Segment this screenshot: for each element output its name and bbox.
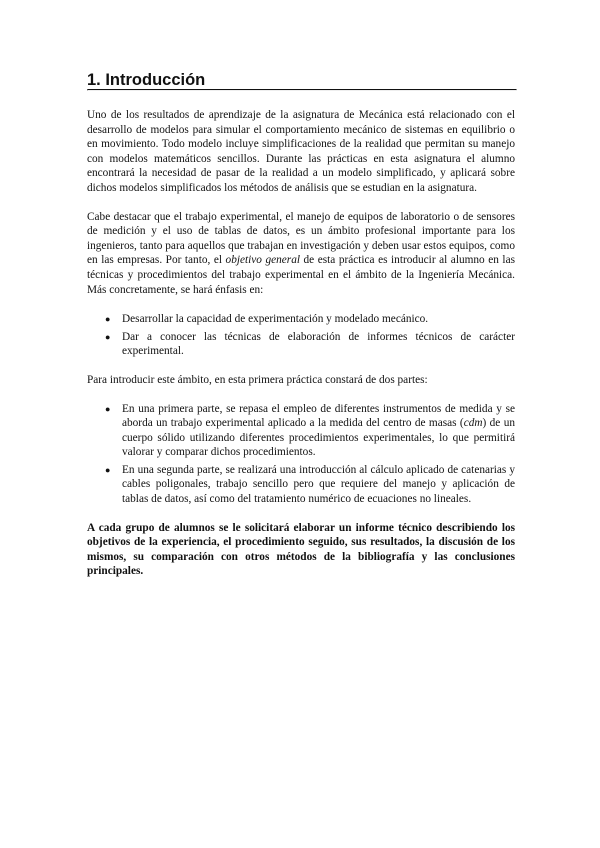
paragraph-report-requirement: A cada grupo de alumnos se le solicitará elaborar un informe técnico describiendo los objetivos de la experiencia, el procedimiento seguido, sus resultados, la discusión de los mismos, su comparación con otros métodos de la bibliografía y las conclusiones principales. bbox=[87, 521, 515, 578]
list-item bbox=[87, 330, 515, 359]
objective-emphasis: objetivo general bbox=[225, 254, 300, 267]
paragraph-intro: Uno de los resultados de aprendizaje de la asignatura de Mecánica está relacionado con el desarrollo de modelos para simular el comportamiento mecánico de sistemas en equilibrio o en movimiento. Todo modelo incluye simplificaciones de la realidad que permitan su manejo con modelos matemáticos sencillos. Durante las prácticas en esta asignatura el alumno encontrará la necesidad de pasar de la realidad a un modelo simplificado, y aplicará sobre dichos modelos simplificados los métodos de análisis que se estudian en la asignatura. bbox=[87, 109, 515, 194]
bullet-icon: ● bbox=[105, 464, 111, 475]
list-item-text: Desarrollar la capacidad de experimentación y modelado mecánico. bbox=[122, 313, 429, 326]
bullet-icon: ● bbox=[105, 314, 111, 325]
section-title: 1. Introducción bbox=[87, 71, 206, 89]
list-item bbox=[87, 463, 515, 507]
paragraph-parts-intro: Para introducir este ámbito, en esta primera práctica constará de dos partes: bbox=[87, 373, 428, 386]
cdm-emphasis: cdm bbox=[463, 417, 483, 430]
bullet-icon: ● bbox=[105, 403, 111, 414]
bullet-icon: ● bbox=[105, 331, 111, 342]
list-item bbox=[87, 402, 515, 460]
paragraph-objective bbox=[87, 210, 515, 298]
list-item-text-end: ) de un cuerpo sólido utilizando diferentes procedimientos experimentales, lo que permitirá valorar y comparar dichos procedimientos. bbox=[122, 417, 515, 459]
paragraph-objective-text-end: de esta práctica es introducir al alumno en las técnicas y procedimientos del trabajo experimental en el ámbito de la Ingeniería Mecánica. Más concretamente, se hará énfasis en: bbox=[87, 254, 515, 296]
document-body bbox=[87, 108, 515, 579]
list-item-text: Dar a conocer las técnicas de elaboración de informes técnicos de carácter experimental. bbox=[122, 330, 515, 358]
parts-list bbox=[87, 402, 515, 507]
list-item-text: En una segunda parte, se realizará una introducción al cálculo aplicado de catenarias y cables poligonales, trabajo sencillo pero que requiere del manejo y aplicación de tablas de datos, así como del tratamiento numérico de ecuaciones no lineales. bbox=[122, 463, 515, 506]
objectives-list bbox=[87, 312, 515, 359]
list-item-text bbox=[122, 403, 515, 459]
paragraph-objective-text-start: Cabe destacar que el trabajo experimental, el manejo de equipos de laboratorio o de sensores de medición y el uso de tablas de datos, es un ámbito profesional importante para los ingenieros, tanto para aquellos que trabajan en investigación y deben usar estos equipos, como en las empresas. Por tanto, el bbox=[87, 210, 515, 267]
list-item bbox=[87, 312, 515, 327]
list-item-text-start: En una primera parte, se repasa el empleo de diferentes instrumentos de medida y se aborda un trabajo experimental aplicado a la medida del centro de masas ( bbox=[122, 402, 515, 430]
title-underline bbox=[87, 89, 517, 91]
